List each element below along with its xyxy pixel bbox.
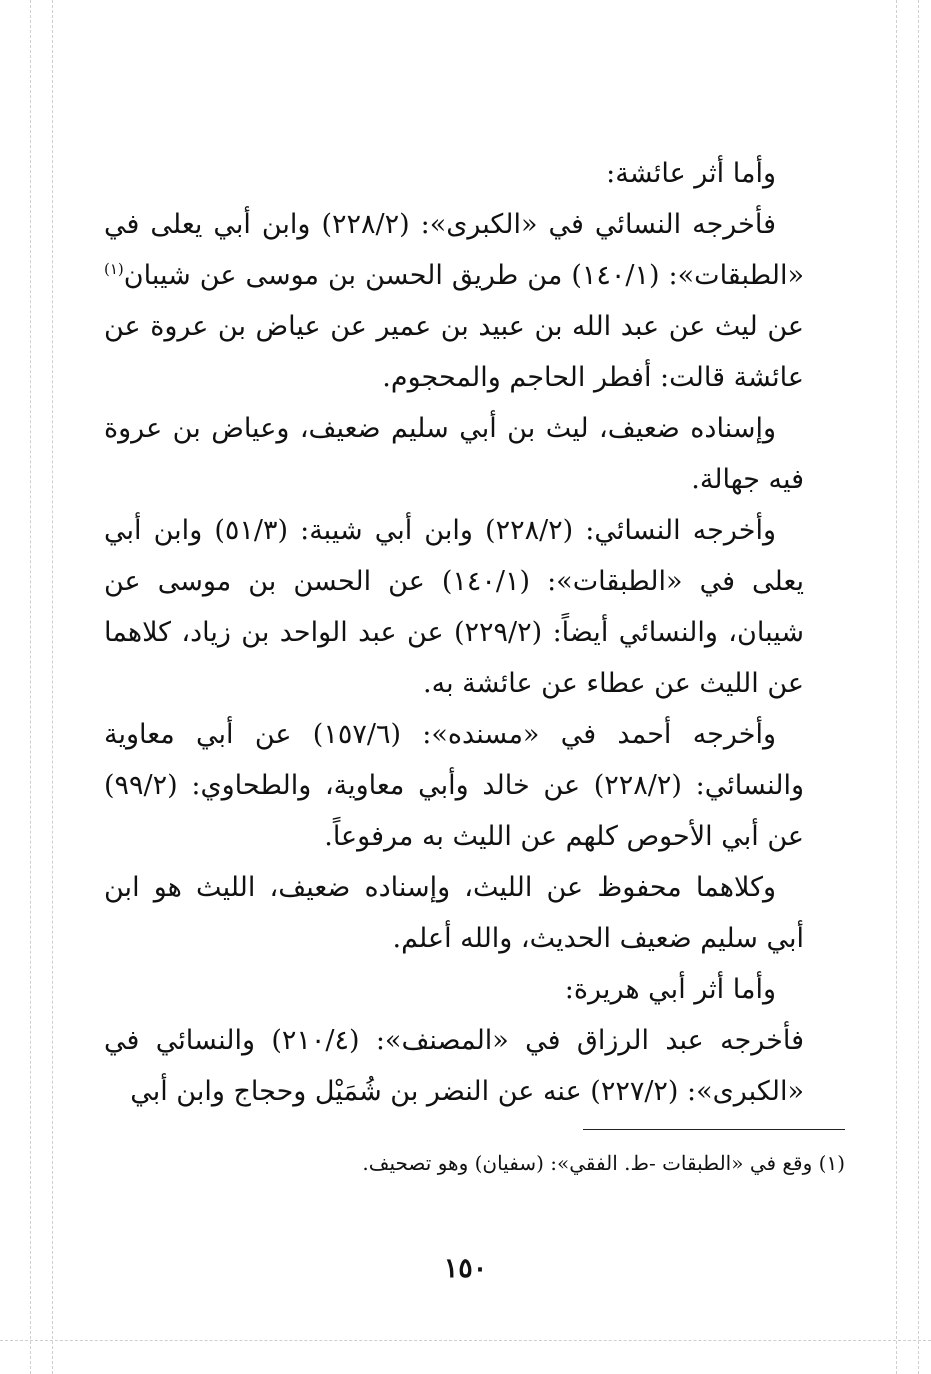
paragraph: وكلاهما محفوظ عن الليث، وإسناده ضعيف، الليث هو ابن أبي سليم ضعيف الحديث، والله أعلم. [104, 872, 804, 954]
paragraph: وأما أثر أبي هريرة: [564, 974, 776, 1005]
scan-guide-line [896, 0, 897, 1374]
scan-guide-line [30, 0, 31, 1374]
paragraph: فأخرجه عبد الرزاق في «المصنف»: (٢١٠/٤) والنسائي في «الكبرى»: (٢٢٧/٢) عنه عن النضر بن شُمَيْل وحجاج وابن أبي [104, 1025, 804, 1107]
main-text [104, 148, 804, 1117]
footnote-separator [583, 1129, 845, 1130]
footnote-reference[interactable]: (١) [104, 260, 124, 278]
scan-guide-line [0, 1340, 931, 1341]
scan-guide-line [918, 0, 919, 1374]
footnote: (١) وقع في «الطبقات -ط. الفقي»: (سفيان) وهو تصحيف. [362, 1151, 845, 1175]
paragraph: وإسناده ضعيف، ليث بن أبي سليم ضعيف، وعياض بن عروة فيه جهالة. [104, 413, 804, 495]
paragraph: وأخرجه أحمد في «مسنده»: (١٥٧/٦) عن أبي معاوية والنسائي: (٢٢٨/٢) عن خالد وأبي معاوية، والطحاوي: (٩٩/٢) عن أبي الأحوص كلهم عن الليث به مرفوعاً. [104, 719, 804, 852]
scan-guide-line [52, 0, 53, 1374]
page-number: ١٥٠ [443, 1253, 488, 1284]
paragraph: وأخرجه النسائي: (٢٢٨/٢) وابن أبي شيبة: (٥١/٣) وابن أبي يعلى في «الطبقات»: (١٤٠/١) عن الحسن بن موسى عن شيبان، والنسائي أيضاً: (٢٢٩/٢) عن عبد الواحد بن زياد، كلاهما عن الليث عن عطاء عن عائشة به. [104, 515, 804, 699]
paragraph: وأما أثر عائشة: [606, 158, 776, 189]
paragraph-text: فأخرجه النسائي في «الكبرى»: (٢٢٨/٢) وابن أبي يعلى في «الطبقات»: (١٤٠/١) من طريق الحسن بن موسى عن شيبان [104, 209, 804, 291]
paragraph [104, 199, 804, 403]
paragraph-text: عن ليث عن عبد الله بن عبيد بن عمير عن عياض بن عروة عن عائشة قالت: أفطر الحاجم والمحجوم. [104, 311, 804, 393]
